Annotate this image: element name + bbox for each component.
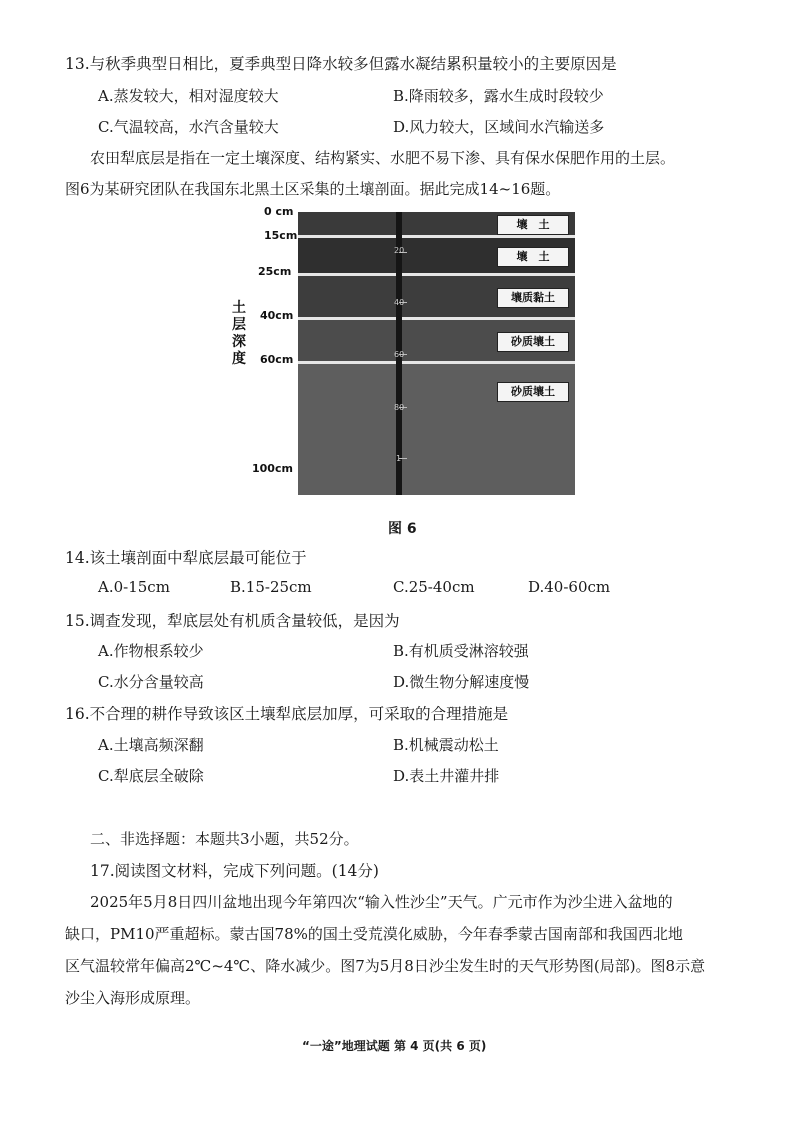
q16-option-c: C.犁底层全破除 — [98, 767, 204, 785]
soil-profile-figure — [228, 200, 608, 502]
q15-option-b: B.有机质受淋溶较强 — [393, 642, 529, 660]
q13-option-a: A.蒸发较大，相对湿度较大 — [98, 87, 279, 105]
q17-line-3: 区气温较常年偏高2℃~4℃、降水减少。图7为5月8日沙尘发生时的天气形势图(局部)。图8示意 — [65, 957, 706, 975]
q16-stem: 16.不合理的耕作导致该区土壤犁底层加厚，可采取的合理措施是 — [65, 705, 509, 723]
layer-label-3: 壤质黏土 — [497, 288, 569, 308]
depth-60: 60cm — [260, 353, 294, 366]
q14-option-a: A.0-15cm — [98, 578, 170, 596]
depth-40: 40cm — [260, 309, 294, 322]
q17-line-4: 沙尘入海形成原理。 — [65, 989, 201, 1007]
q15-option-a: A.作物根系较少 — [98, 642, 204, 660]
ruler-mark: 80 — [394, 403, 405, 412]
depth-100: 100cm — [252, 462, 293, 475]
ruler-mark: 40 — [394, 298, 405, 307]
layer-boundary — [298, 273, 575, 276]
ruler-mark: 20 — [394, 246, 405, 255]
layer-label-1: 壤 土 — [497, 215, 569, 235]
q14-option-d: D.40-60cm — [528, 578, 611, 596]
q14-option-b: B.15-25cm — [230, 578, 312, 596]
layer-label-4: 砂质壤土 — [497, 332, 569, 352]
q16-option-d: D.表土井灌井排 — [393, 767, 500, 785]
depth-0: 0 cm — [264, 205, 294, 218]
q16-option-b: B.机械震动松土 — [393, 736, 499, 754]
q15-option-c: C.水分含量较高 — [98, 673, 204, 691]
depth-15: 15cm — [264, 229, 298, 242]
q17-line-1: 2025年5月8日四川盆地出现今年第四次“输入性沙尘”天气。广元市作为沙尘进入盆地的 — [90, 893, 673, 911]
layer-label-5: 砂质壤土 — [497, 382, 569, 402]
q17-line-2: 缺口，PM10严重超标。蒙古国78%的国土受荒漠化威胁，今年春季蒙古国南部和我国西北地 — [65, 925, 683, 943]
q14-stem: 14.该土壤剖面中犁底层最可能位于 — [65, 549, 307, 567]
depth-axis-label: 土层深度 — [232, 300, 246, 367]
q15-stem: 15.调查发现，犁底层处有机质含量较低，是因为 — [65, 612, 400, 630]
ruler-mark: 1 — [396, 454, 402, 463]
layer-label-2: 壤 土 — [497, 247, 569, 267]
soil-photo — [298, 212, 575, 495]
q13-option-c: C.气温较高，水汽含量较大 — [98, 118, 279, 136]
page-footer: “一途”地理试题 第 4 页(共 6 页) — [302, 1039, 487, 1053]
intro-line-2: 图6为某研究团队在我国东北黑土区采集的土壤剖面。据此完成14~16题。 — [65, 180, 561, 198]
q13-option-b: B.降雨较多，露水生成时段较少 — [393, 87, 604, 105]
q14-option-c: C.25-40cm — [393, 578, 475, 596]
figure-caption: 图 6 — [388, 521, 417, 537]
layer-boundary — [298, 235, 575, 238]
ruler-mark: 60 — [394, 350, 405, 359]
layer-boundary — [298, 361, 575, 364]
q15-option-d: D.微生物分解速度慢 — [393, 673, 530, 691]
q13-option-d: D.风力较大，区域间水汽输送多 — [393, 118, 605, 136]
q17-stem: 17.阅读图文材料，完成下列问题。(14分) — [90, 862, 379, 880]
depth-25: 25cm — [258, 265, 292, 278]
q16-option-a: A.土壤高频深翻 — [98, 736, 204, 754]
intro-line-1: 农田犁底层是指在一定土壤深度、结构紧实、水肥不易下渗、具有保水保肥作用的土层。 — [90, 149, 676, 167]
layer-boundary — [298, 317, 575, 320]
section-heading: 二、非选择题：本题共3小题，共52分。 — [90, 830, 359, 848]
q13-stem: 13.与秋季典型日相比，夏季典型日降水较多但露水凝结累积量较小的主要原因是 — [65, 55, 617, 73]
